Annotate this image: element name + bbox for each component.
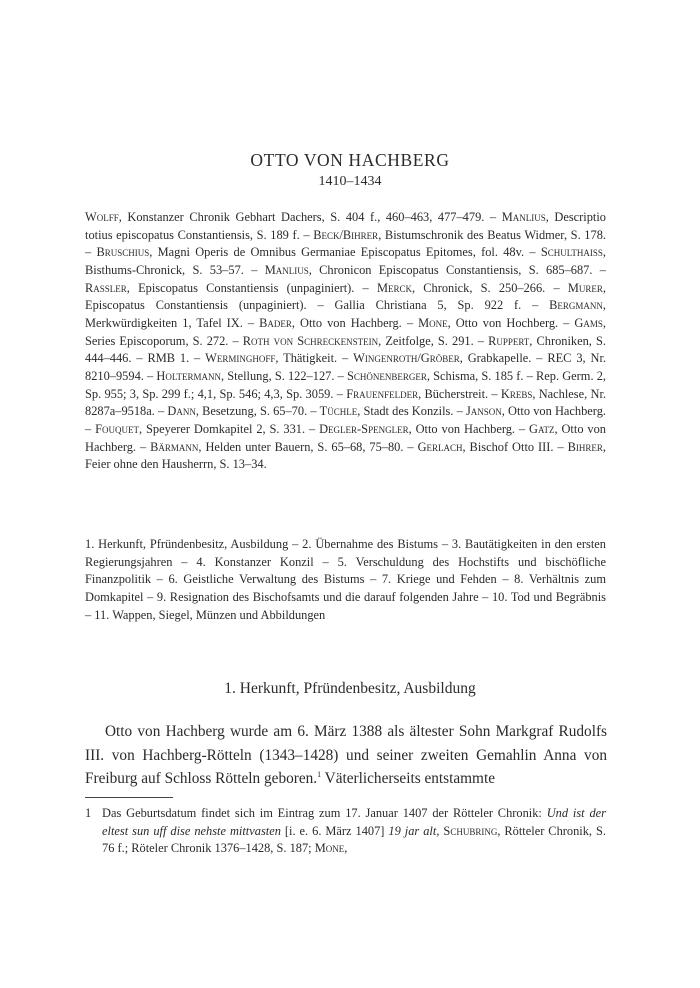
footnote-divider [85, 797, 173, 798]
text-run: , Konstanzer Chronik Gebhart Dachers, S. 404 f., 460–463, 477–479. – [118, 210, 502, 224]
text-run: , Bistumschronik des Beatus Widmer, S. 178. – [85, 227, 606, 260]
body-text [85, 720, 607, 791]
author-name: Gatz [529, 421, 555, 436]
text-run: , [344, 841, 348, 856]
text-run: , Descriptio totius episcopatus Constantiensis, S. 189 f. – [85, 210, 606, 242]
author-name: Ruppert [488, 333, 530, 348]
author-name: Frauenfelder [346, 386, 419, 401]
reign-dates: 1410–1434 [318, 174, 382, 189]
author-name: Fouquet [95, 421, 139, 436]
text-run: , Episcopatus Constantiensis (unpaginiert). – Gallia Christiana 5, Sp. 922 f. – [85, 280, 606, 313]
text-run: Das Geburtsdatum findet sich im Eintrag zum 17. Januar 1407 der Rötteler Chronik: [102, 806, 547, 820]
section-heading: 1. Herkunft, Pfründenbesitz, Ausbildung [224, 680, 476, 697]
text-run: [i. e. 6. März 1407] [280, 823, 389, 838]
quoted-text: 19 jar alt [388, 823, 437, 838]
author-name: Janson [465, 404, 502, 419]
text-run: , Chroniken, S. 444–446. – RMB 1. – [85, 333, 606, 366]
text-run: , [436, 823, 444, 838]
page-title: OTTO VON HACHBERG [250, 150, 450, 170]
author-name: Tüchle [319, 404, 358, 419]
author-name: Bader [259, 315, 292, 330]
text-run: , Otto von Hachberg. – [408, 421, 530, 436]
contents-overview: 1. Herkunft, Pfründenbesitz, Ausbildung – 2. Übernahme des Bistums – 3. Bautätigkeiten in den ersten Regierungsjahren – 4. Konstanzer Konzil – 5. Verschuldung des Hochstifts und bischöfliche Finanzpolitik – 6. Geistliche Verwaltung des Bistums – 7. Kriege und Fehden – 8. Verhältnis zum Domkapitel – 9. Resignation des Bischofsamts und die darauf folgenden Jahre – 10. Tod und Begräbnis – 11. Wappen, Siegel, Münzen und Abbildungen [85, 537, 606, 622]
footnote-text [102, 805, 606, 858]
text-run: , Episcopatus Constantiensis (unpaginiert). – [126, 280, 377, 295]
author-name: Schubring [443, 823, 498, 838]
quoted-text: Und ist der eltest sun uff dise nehste mittvasten [102, 806, 606, 838]
footnote-reference: 1 [317, 769, 322, 779]
paragraph-continuation: Väterlicherseits entstammte [321, 770, 496, 787]
text-run: , Stellung, S. 122–127. – [221, 368, 347, 383]
author-name: Bärmann [150, 439, 199, 454]
text-run: , Thätigkeit. – [275, 351, 354, 366]
text-run: , Otto von Hachberg. – [291, 315, 419, 330]
author-name: Manlius [501, 210, 546, 224]
author-name: Krebs [500, 386, 533, 401]
text-run: , Feier ohne den Hausherrn, S. 13–34. [85, 439, 606, 472]
author-name: Schönenberger [346, 368, 427, 383]
author-name: Bruschius [96, 245, 150, 260]
text-run: , Rötteler Chronik, S. 76 f.; Röteler Chronik 1376–1428, S. 187; [102, 823, 606, 856]
footnote [85, 805, 606, 858]
text-run: , Merkwürdigkeiten 1, Tafel IX. – [85, 298, 606, 330]
author-name: Bihrer [567, 439, 603, 454]
text-run: , Speyerer Domkapitel 2, S. 331. – [139, 421, 320, 436]
author-name: Mone [418, 315, 448, 330]
author-name: Dann [167, 404, 196, 419]
text-run: , Stadt des Konzils. – [357, 404, 466, 419]
text-run: , Series Episcoporum, S. 272. – [85, 315, 606, 348]
text-run: , Otto von Hachberg. – [85, 421, 606, 454]
text-run: , Bischof Otto III. – [462, 439, 568, 454]
author-name: Werminghoff [205, 351, 276, 366]
author-name: Mone [314, 841, 345, 856]
author-name: Degler-Spengler [319, 421, 409, 436]
sources-bibliography [85, 209, 606, 474]
author-name: Merck [376, 280, 412, 295]
author-name: Wolff [85, 210, 119, 224]
footnote-number: 1 [85, 806, 92, 820]
author-name: Murer [567, 280, 603, 295]
author-name: Manlius [264, 262, 309, 277]
author-name: Bergmann [549, 298, 603, 313]
text-run: , Nachlese, Nr. 8287a–9518a. – [85, 386, 606, 419]
text-run: , Zeitfolge, S. 291. – [378, 333, 489, 348]
author-name: Gerlach [417, 439, 463, 454]
text-run: , Besetzung, S. 65–70. – [195, 404, 320, 419]
text-run: , Chronicon Episcopatus Constantiensis, S. 685–687. – [308, 262, 606, 277]
text-run: , Otto von Hochberg. – [447, 315, 575, 330]
text-run: , Magni Operis de Omnibus Germaniae Episcopatus Epitomes, fol. 48v. – [149, 245, 541, 260]
author-name: Wingenroth/Gröber [353, 351, 460, 366]
text-run: , Bisthums-Chronick, S. 53–57. – [85, 245, 607, 277]
text-run: , Helden unter Bauern, S. 65–68, 75–80. – [198, 439, 418, 454]
text-run: , Otto von Hachberg. – [85, 404, 606, 436]
text-run: , Grabkapelle. – REC 3, Nr. 8210–9594. – [85, 351, 606, 383]
body-paragraph [85, 720, 607, 791]
text-run: , Chronick, S. 250–266. – [411, 280, 568, 295]
author-name: Holtermann [156, 368, 221, 383]
author-name: Roth von Schreckenstein [242, 333, 379, 348]
paragraph-text: Otto von Hachberg wurde am 6. März 1388 als ältester Sohn Markgraf Rudolfs III. von Hachberg-Rötteln (1343–1428) und seiner zweiten Gemahlin Anna von Freiburg auf Schloss Rötteln geboren. [85, 723, 607, 787]
author-name: Schulthaiss [540, 245, 603, 260]
author-name: Beck/Bihrer [313, 227, 379, 242]
text-run: , Schisma, S. 185 f. – Rep. Germ. 2, Sp. 955; 3, Sp. 299 f.; 4,1, Sp. 546; 4,3, Sp. 3059. – [85, 368, 607, 401]
author-name: Rassler [85, 280, 127, 295]
text-run: , Bücherstreit. – [418, 386, 501, 401]
author-name: Gams [574, 315, 603, 330]
